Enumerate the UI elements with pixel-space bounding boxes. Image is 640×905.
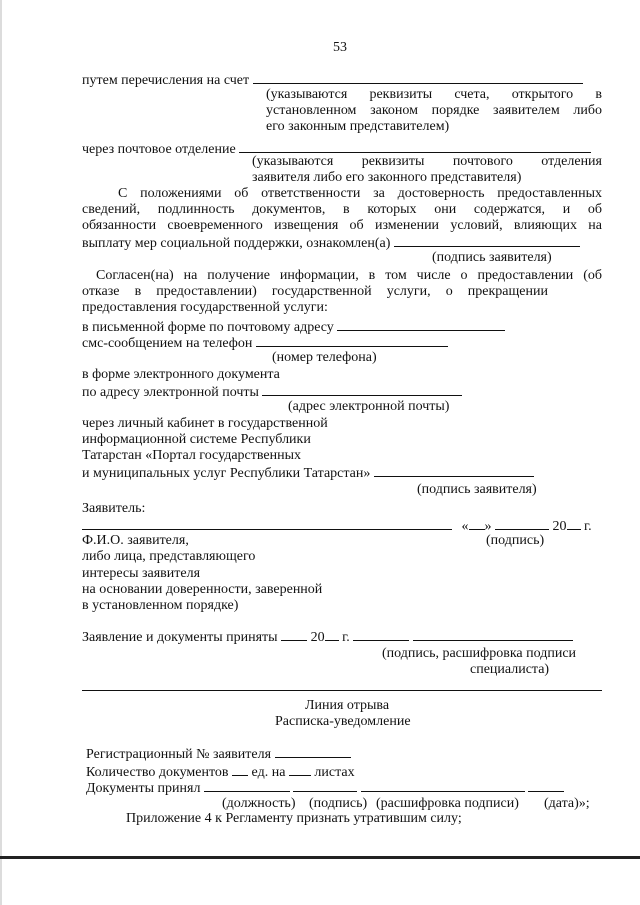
hint-signature: (подпись): [309, 796, 368, 811]
receipt-decoding-field[interactable]: [361, 779, 525, 792]
ack-line-3: обязанности своевременного извещения об изменении условий, влияющих на: [82, 218, 602, 233]
consent-line-3: предоставления государственной услуги:: [82, 300, 328, 315]
hint-position: (должность): [222, 796, 296, 811]
docs-count-field[interactable]: [232, 763, 248, 776]
docs-count-label-c: листах: [314, 765, 355, 780]
accepted-decoding-field[interactable]: [413, 628, 573, 641]
email-field[interactable]: [262, 383, 462, 396]
accepted-year-prefix: 20: [310, 630, 325, 645]
ack-line-4-text: выплату мер социальной поддержки, ознакомлен(а): [82, 236, 391, 251]
applicant-fio-4: на основании доверенности, заверенной: [82, 582, 323, 597]
tear-off-rule: [82, 690, 602, 691]
post-label: через почтовое отделение: [82, 142, 236, 157]
sms-label: смс-сообщением на телефон: [82, 336, 253, 351]
account-hint-1: (указываются реквизиты счета, открытого в: [266, 87, 602, 102]
applicant-label: Заявитель:: [82, 501, 146, 516]
hint-date: (дата)»;: [544, 796, 590, 811]
accepted-hint-2: специалиста): [470, 662, 550, 677]
reg-number-line: [86, 745, 351, 763]
portal-line-1: через личный кабинет в государственной: [82, 416, 328, 431]
portal-line-4: [82, 464, 534, 482]
email-label: по адресу электронной почты: [82, 385, 259, 400]
consent-line-2: отказе в предоставлении) государственной услуги, о прекращении: [82, 284, 548, 299]
post-hint-1: (указываются реквизиты почтового отделения: [252, 154, 602, 169]
ack-signature-hint: (подпись заявителя): [432, 250, 552, 265]
applicant-fio-5: в установленном порядке): [82, 598, 239, 613]
accepted-day-field[interactable]: [281, 628, 307, 641]
ack-line-1: С положениями об ответственности за достоверность предоставленных: [118, 186, 602, 201]
year-suffix: г.: [584, 519, 592, 534]
page-number: 53: [333, 40, 347, 55]
receipt-signature-field[interactable]: [293, 779, 357, 792]
receipt-date-field[interactable]: [528, 779, 564, 792]
year-prefix: 20: [552, 519, 567, 534]
applicant-signature-field[interactable]: [368, 517, 452, 530]
portal-line-2: информационной системе Республики: [82, 432, 311, 447]
portal-line-3: Татарстан «Портал государственных: [82, 448, 301, 463]
accepted-hint-1: (подпись, расшифровка подписи: [382, 646, 577, 661]
docs-sheets-field[interactable]: [289, 763, 311, 776]
sms-line: [82, 334, 448, 352]
phone-field[interactable]: [256, 334, 448, 347]
post-hint-2: заявителя либо его законного представителя): [252, 170, 522, 185]
tear-off-label: Линия отрыва: [305, 698, 390, 713]
receipt-title: Расписка-уведомление: [275, 714, 411, 729]
account-hint-3: его законным представителем): [266, 119, 450, 134]
accepted-year-field[interactable]: [325, 628, 339, 641]
date-open-quote: «: [461, 519, 469, 534]
footer-text: Приложение 4 к Регламенту признать утратившим силу;: [126, 811, 462, 826]
consent-line-1: Согласен(на) на получение информации, в том числе о предоставлении (об: [96, 268, 602, 283]
consent-signature-hint: (подпись заявителя): [417, 482, 537, 497]
post-field[interactable]: [239, 140, 591, 153]
portal-label: и муниципальных услуг Республики Татарстан»: [82, 466, 371, 481]
hint-decoding: (расшифровка подписи): [376, 796, 519, 811]
accepted-year-suffix: г.: [342, 630, 350, 645]
postal-field[interactable]: [337, 318, 505, 331]
applicant-fio-3: интересы заявителя: [82, 566, 201, 581]
accepted-label: Заявление и документы приняты: [82, 630, 278, 645]
docs-count-label-a: Количество документов: [86, 765, 229, 780]
docs-count-label-b: ед. на: [251, 765, 286, 780]
email-line-1: в форме электронного документа: [82, 367, 280, 382]
position-field[interactable]: [204, 779, 290, 792]
date-day-field[interactable]: [469, 517, 485, 530]
accepted-signature-field[interactable]: [353, 628, 409, 641]
year-field[interactable]: [567, 517, 581, 530]
applicant-name-field[interactable]: [82, 517, 368, 530]
date-close-quote: »: [484, 519, 492, 534]
portal-signature-field[interactable]: [374, 464, 534, 477]
account-hint-2: установленном законом порядке заявителем либо: [266, 103, 602, 118]
reg-number-field[interactable]: [275, 745, 351, 758]
account-label: путем перечисления на счет: [82, 73, 250, 88]
ack-line-2: сведений, подлинность документов, в которых они содержатся, и об: [82, 202, 602, 217]
postal-label: в письменной форме по почтовому адресу: [82, 320, 334, 335]
accepted-line: [82, 628, 573, 646]
applicant-fio-2: либо лица, представляющего: [82, 549, 256, 564]
applicant-signature-hint: (подпись): [486, 533, 545, 548]
ack-signature-field[interactable]: [394, 234, 580, 247]
scan-bottom-edge: [0, 856, 640, 859]
account-field[interactable]: [253, 71, 583, 84]
applicant-fio-1: Ф.И.О. заявителя,: [82, 533, 189, 548]
scan-edge: [0, 0, 2, 905]
date-month-field[interactable]: [495, 517, 549, 530]
phone-hint: (номер телефона): [272, 350, 377, 365]
docs-received-label: Документы принял: [86, 781, 201, 796]
reg-number-label: Регистрационный № заявителя: [86, 747, 272, 762]
docs-received-line: [86, 779, 564, 797]
email-hint: (адрес электронной почты): [288, 399, 450, 414]
